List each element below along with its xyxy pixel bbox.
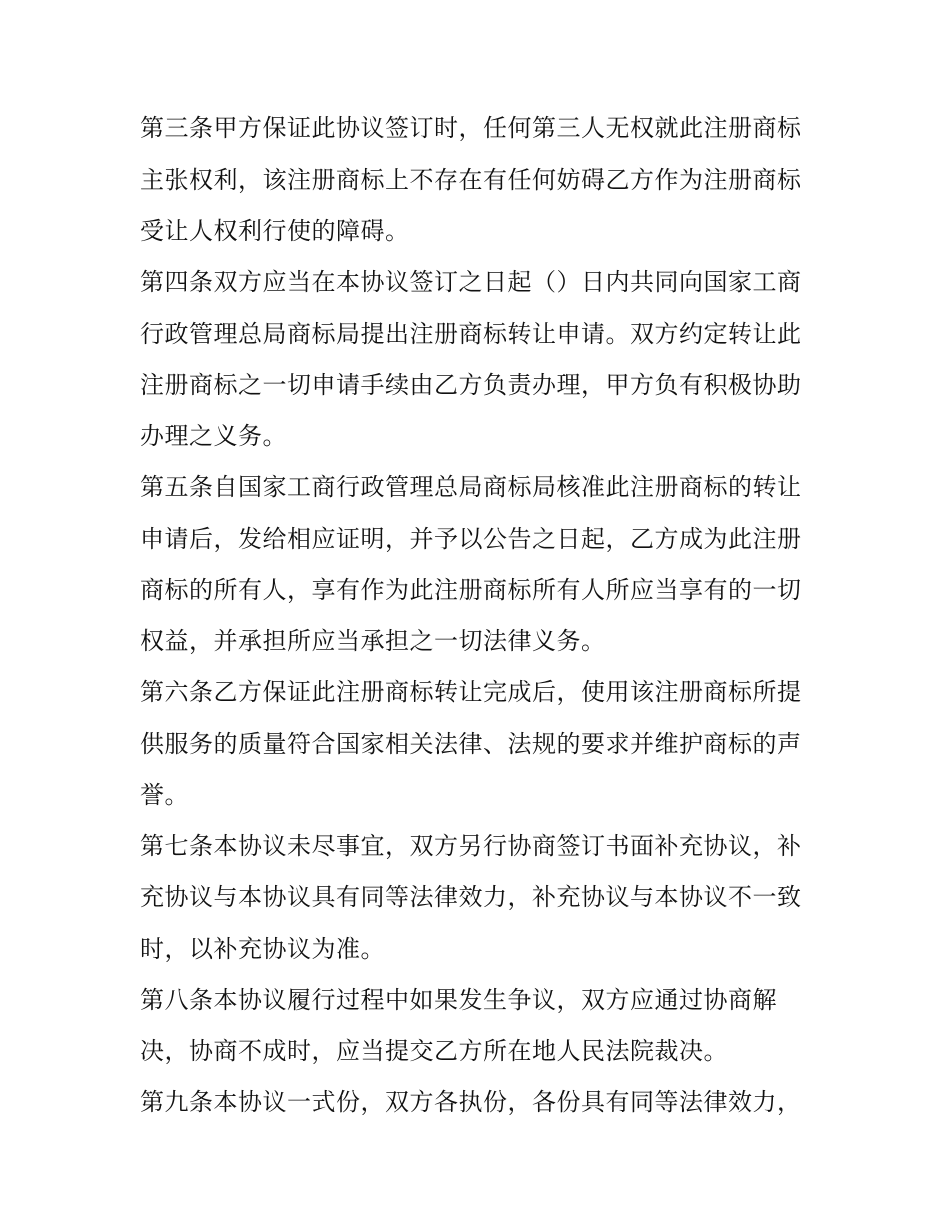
text-line: 时，以补充协议为准。 xyxy=(140,935,385,963)
text-line: 第五条自国家工商行政管理总局商标局核准此注册商标的转让 xyxy=(140,473,802,501)
text-line: 供服务的质量符合国家相关法律、法规的要求并维护商标的声 xyxy=(140,730,802,758)
text-line: 行政管理总局商标局提出注册商标转让申请。双方约定转让此 xyxy=(140,320,802,348)
text-line: 权益，并承担所应当承担之一切法律义务。 xyxy=(140,627,606,655)
text-line: 第七条本协议未尽事宜，双方另行协商签订书面补充协议，补 xyxy=(140,832,802,860)
text-line: 第九条本协议一式份，双方各执份，各份具有同等法律效力， xyxy=(140,1088,802,1116)
text-line: 决，协商不成时，应当提交乙方所在地人民法院裁决。 xyxy=(140,1037,728,1065)
text-line: 誉。 xyxy=(140,781,189,809)
text-line: 第三条甲方保证此协议签订时，任何第三人无权就此注册商标 xyxy=(140,114,802,142)
text-line: 商标的所有人，享有作为此注册商标所有人所应当享有的一切 xyxy=(140,576,802,604)
text-line: 办理之义务。 xyxy=(140,422,287,450)
text-line: 充协议与本协议具有同等法律效力，补充协议与本协议不一致 xyxy=(140,883,802,911)
text-line: 申请后，发给相应证明，并予以公告之日起，乙方成为此注册 xyxy=(140,525,802,553)
text-line: 第八条本协议履行过程中如果发生争议，双方应通过协商解 xyxy=(140,986,777,1014)
text-line: 注册商标之一切申请手续由乙方负责办理，甲方负有积极协助 xyxy=(140,371,802,399)
text-line: 主张权利，该注册商标上不存在有任何妨碍乙方作为注册商标 xyxy=(140,166,802,194)
text-line: 第六条乙方保证此注册商标转让完成后，使用该注册商标所提 xyxy=(140,678,802,706)
text-line: 第四条双方应当在本协议签订之日起（）日内共同向国家工商 xyxy=(140,268,802,296)
text-line: 受让人权利行使的障碍。 xyxy=(140,217,410,245)
